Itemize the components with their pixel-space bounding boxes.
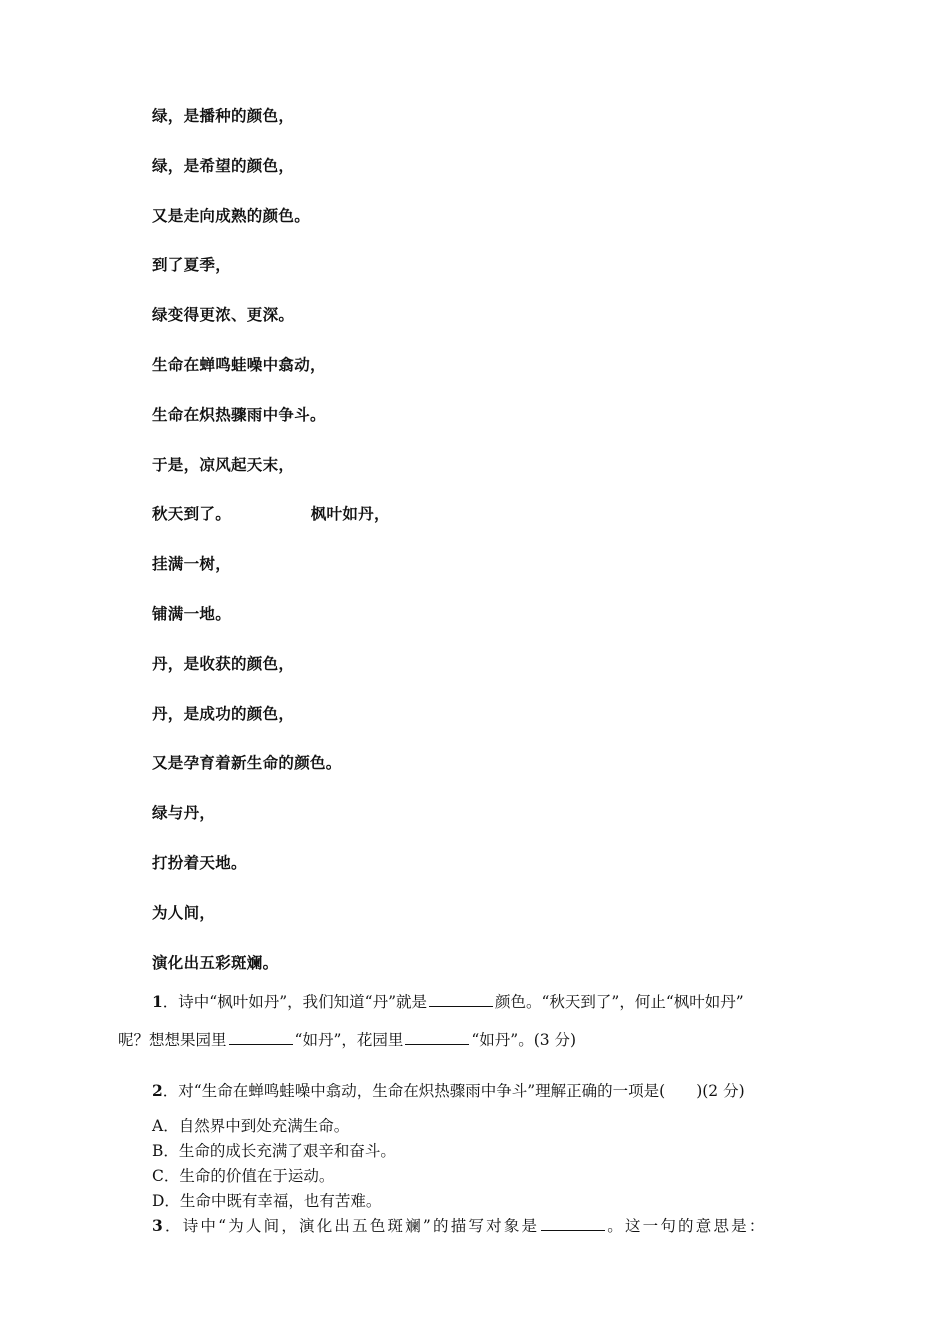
poem-line: 秋天到了。 枫叶如丹，	[152, 505, 390, 524]
poem-line: 于是，凉风起天末，	[152, 455, 295, 474]
poem-line: 到了夏季，	[152, 256, 232, 275]
poem-line: 打扮着天地。	[152, 853, 247, 872]
poem-line: 绿与丹，	[152, 804, 216, 823]
poem-line: 挂满一树，	[152, 555, 232, 574]
poem-line: 又是孕育着新生命的颜色。	[152, 754, 342, 773]
poem-line: 铺满一地。	[152, 604, 232, 623]
question-3-number: 3	[152, 1216, 165, 1235]
option-b[interactable]: B．生命的成长充满了艰辛和奋斗。	[152, 1142, 396, 1160]
question-1-text: ．诗中“枫叶如丹”，我们知道“丹”就是	[162, 993, 427, 1011]
question-1-text: “如丹”，花园里	[294, 1031, 404, 1049]
question-1-text: “如丹”。(3 分)	[471, 1031, 577, 1049]
poem-line: 绿变得更浓、更深。	[152, 306, 295, 325]
question-2-text: ．对“生命在蝉鸣蛙噪中翕动，生命在炽热骤雨中争斗”理解正确的一项是( )(2 分)	[162, 1082, 745, 1100]
question-1-text: 颜色。“秋天到了”，何止“枫叶如丹”	[495, 993, 744, 1011]
poem-line: 生命在炽热骤雨中争斗。	[152, 405, 326, 424]
poem	[152, 104, 390, 1000]
question-2-number: 2	[152, 1081, 163, 1100]
question-3-text: ．诗中“为人间，演化出五色斑斓”的描写对象是	[165, 1217, 540, 1235]
question-3-text: 。这一句的意思是：	[607, 1217, 767, 1235]
poem-line: 丹，是成功的颜色，	[152, 704, 295, 723]
poem-line: 绿，是希望的颜色，	[152, 156, 295, 175]
question-2	[152, 1079, 864, 1101]
option-d[interactable]: D．生命中既有幸福，也有苦难。	[152, 1192, 382, 1210]
question-3	[152, 1214, 864, 1236]
question-1-number: 1	[152, 992, 163, 1011]
answer-blank[interactable]	[229, 1030, 293, 1045]
option-c[interactable]: C．生命的价值在于运动。	[152, 1167, 335, 1185]
question-1-line-1	[152, 990, 842, 1012]
poem-line: 为人间，	[152, 903, 216, 922]
answer-blank[interactable]	[405, 1030, 469, 1045]
poem-line: 丹，是收获的颜色，	[152, 654, 295, 673]
poem-line: 演化出五彩斑斓。	[152, 953, 279, 972]
answer-blank[interactable]	[541, 1216, 605, 1231]
answer-blank[interactable]	[429, 992, 493, 1007]
poem-line: 绿，是播种的颜色，	[152, 107, 295, 125]
option-a[interactable]: A．自然界中到处充满生命。	[152, 1117, 350, 1135]
poem-line: 又是走向成熟的颜色。	[152, 206, 311, 225]
question-1-line-2	[118, 1028, 830, 1050]
question-1-text: 呢？想想果园里	[118, 1031, 227, 1049]
poem-line: 生命在蝉鸣蛙噪中翕动，	[152, 355, 326, 374]
